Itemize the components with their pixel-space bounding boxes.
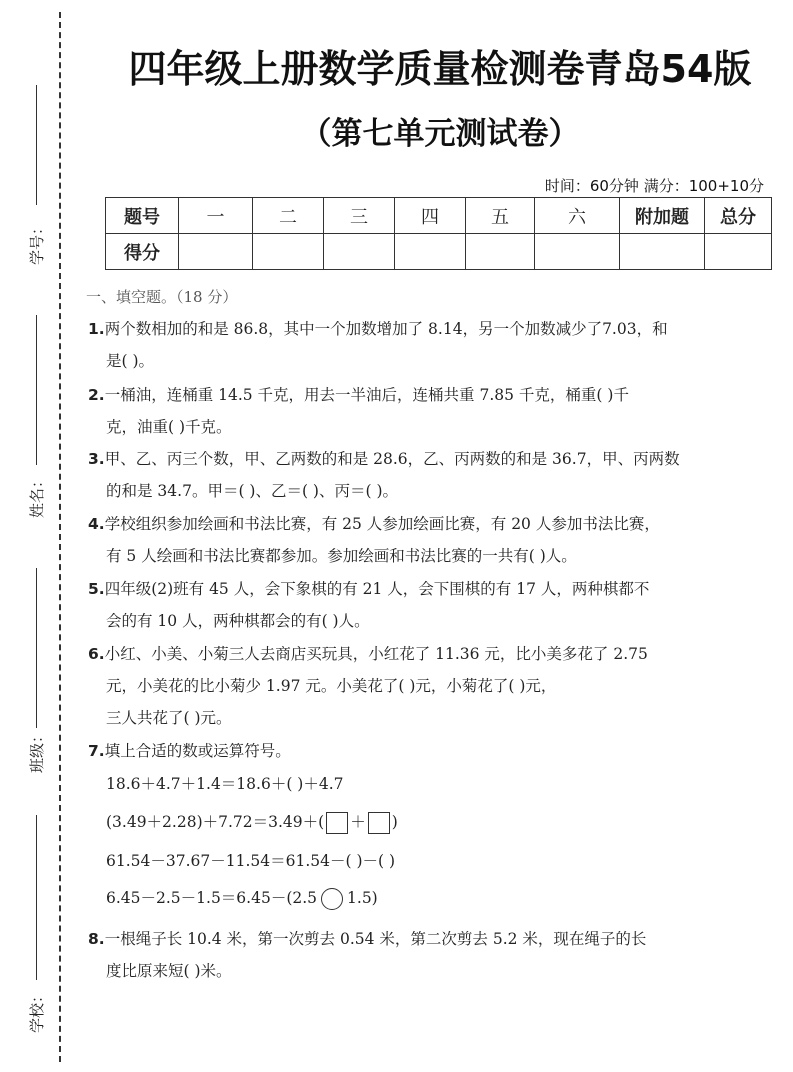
score-input-cell[interactable] [253, 234, 324, 270]
score-table-score-row [106, 234, 772, 270]
question-text: 三人共花了( )元。 [106, 709, 232, 727]
score-input-cell[interactable] [395, 234, 466, 270]
question-text: 学校组织参加绘画和书法比赛，有 25 人参加绘画比赛，有 20 人参加书法比赛， [104, 515, 660, 533]
question-number: 3. [88, 450, 105, 468]
score-header-cell: 附加题 [620, 198, 705, 234]
score-table-header-row [106, 198, 772, 234]
question-4 [88, 508, 728, 572]
question-text: 一根绳子长 10.4 米，第一次剪去 0.54 米，第二次剪去 5.2 米，现在绳子的长 [104, 930, 647, 948]
xuexiao-underline [36, 815, 37, 980]
expression-text: 1.5) [347, 889, 378, 907]
question-5 [88, 573, 728, 637]
question-3 [88, 443, 728, 507]
score-header-cell: 一 [179, 198, 253, 234]
question-text: 的和是 34.7。甲＝( )、乙＝( )、丙＝( )。 [106, 482, 399, 500]
question-text: 元，小美花的比小菊少 1.97 元。小美花了( )元，小菊花了( )元， [106, 677, 557, 695]
expression-text: 6.45－2.5－1.5＝6.45－(2.5 [106, 889, 318, 907]
question-text: 克，油重( )千克。 [106, 418, 232, 436]
question-number: 2. [88, 386, 105, 404]
xuexiao-label: 学校： [28, 987, 47, 1034]
question-text: 四年级(2)班有 45 人，会下象棋的有 21 人，会下围棋的有 17 人，两种棋都不 [104, 580, 650, 598]
score-input-cell[interactable] [535, 234, 620, 270]
expression-text: ) [391, 813, 398, 831]
question-2 [88, 379, 728, 443]
xingming-underline [36, 315, 37, 465]
score-header-cell: 二 [253, 198, 324, 234]
score-input-cell[interactable] [324, 234, 395, 270]
question-text: 度比原来短( )米。 [106, 962, 232, 980]
question-text: 填上合适的数或运算符号。 [104, 742, 291, 760]
score-input-cell[interactable] [179, 234, 253, 270]
banji-underline [36, 568, 37, 728]
question-number: 8. [88, 930, 105, 948]
score-header-cell: 六 [535, 198, 620, 234]
xingming-label: 姓名： [28, 472, 47, 519]
score-header-cell: 四 [395, 198, 466, 234]
question-text: 有 5 人绘画和书法比赛都参加。参加绘画和书法比赛的一共有( )人。 [106, 547, 577, 565]
question-8 [88, 923, 728, 987]
score-table [105, 197, 772, 270]
score-row-label: 得分 [106, 234, 179, 270]
question-1 [88, 313, 728, 377]
score-header-cell: 五 [466, 198, 535, 234]
binding-dashed-line [59, 12, 61, 1062]
question-number: 5. [88, 580, 105, 598]
operator-circle[interactable] [321, 888, 343, 910]
q7-expression-1: 18.6＋4.7＋1.4＝18.6＋( )＋4.7 [106, 775, 344, 793]
banji-label: 班级： [28, 727, 47, 774]
page-title: 四年级上册数学质量检测卷青岛54版 [128, 47, 752, 91]
question-text: 两个数相加的和是 86.8，其中一个加数增加了 8.14，另一个加数减少了7.03，和 [104, 320, 668, 338]
question-text: 是( )。 [106, 352, 155, 370]
question-number: 1. [88, 320, 105, 338]
answer-box[interactable] [368, 812, 390, 834]
page-subtitle: （第七单元测试卷） [300, 116, 580, 152]
question-number: 4. [88, 515, 105, 533]
answer-box[interactable] [326, 812, 348, 834]
xuehao-label: 学号： [28, 219, 47, 266]
score-input-cell[interactable] [466, 234, 535, 270]
question-text: 小红、小美、小菊三人去商店买玩具，小红花了 11.36 元，比小美多花了 2.75 [104, 645, 648, 663]
score-input-cell[interactable] [620, 234, 705, 270]
question-text: 会的有 10 人，两种棋都会的有( )人。 [106, 612, 370, 630]
score-header-cell: 三 [324, 198, 395, 234]
score-header-cell: 总分 [705, 198, 772, 234]
score-header-cell: 题号 [106, 198, 179, 234]
question-number: 7. [88, 742, 105, 760]
q7-expression-3: 61.54－37.67－11.54＝61.54－( )－( ) [106, 852, 396, 870]
question-text: 一桶油，连桶重 14.5 千克，用去一半油后，连桶共重 7.85 千克，桶重( )千 [104, 386, 629, 404]
question-text: 甲、乙、丙三个数，甲、乙两数的和是 28.6，乙、丙两数的和是 36.7，甲、丙两数 [104, 450, 680, 468]
expression-text: (3.49＋2.28)＋7.72＝3.49＋( [106, 813, 325, 831]
question-7 [88, 735, 728, 767]
q7-expression-4 [106, 886, 378, 910]
question-number: 6. [88, 645, 105, 663]
xuehao-underline [36, 85, 37, 205]
question-6 [88, 638, 728, 734]
exam-meta: 时间：60分钟 满分：100+10分 [544, 177, 764, 195]
q7-expression-2 [106, 810, 398, 834]
section-title: 一、填空题。（18 分） [86, 288, 238, 306]
score-input-cell[interactable] [705, 234, 772, 270]
expression-text: ＋ [350, 813, 366, 831]
